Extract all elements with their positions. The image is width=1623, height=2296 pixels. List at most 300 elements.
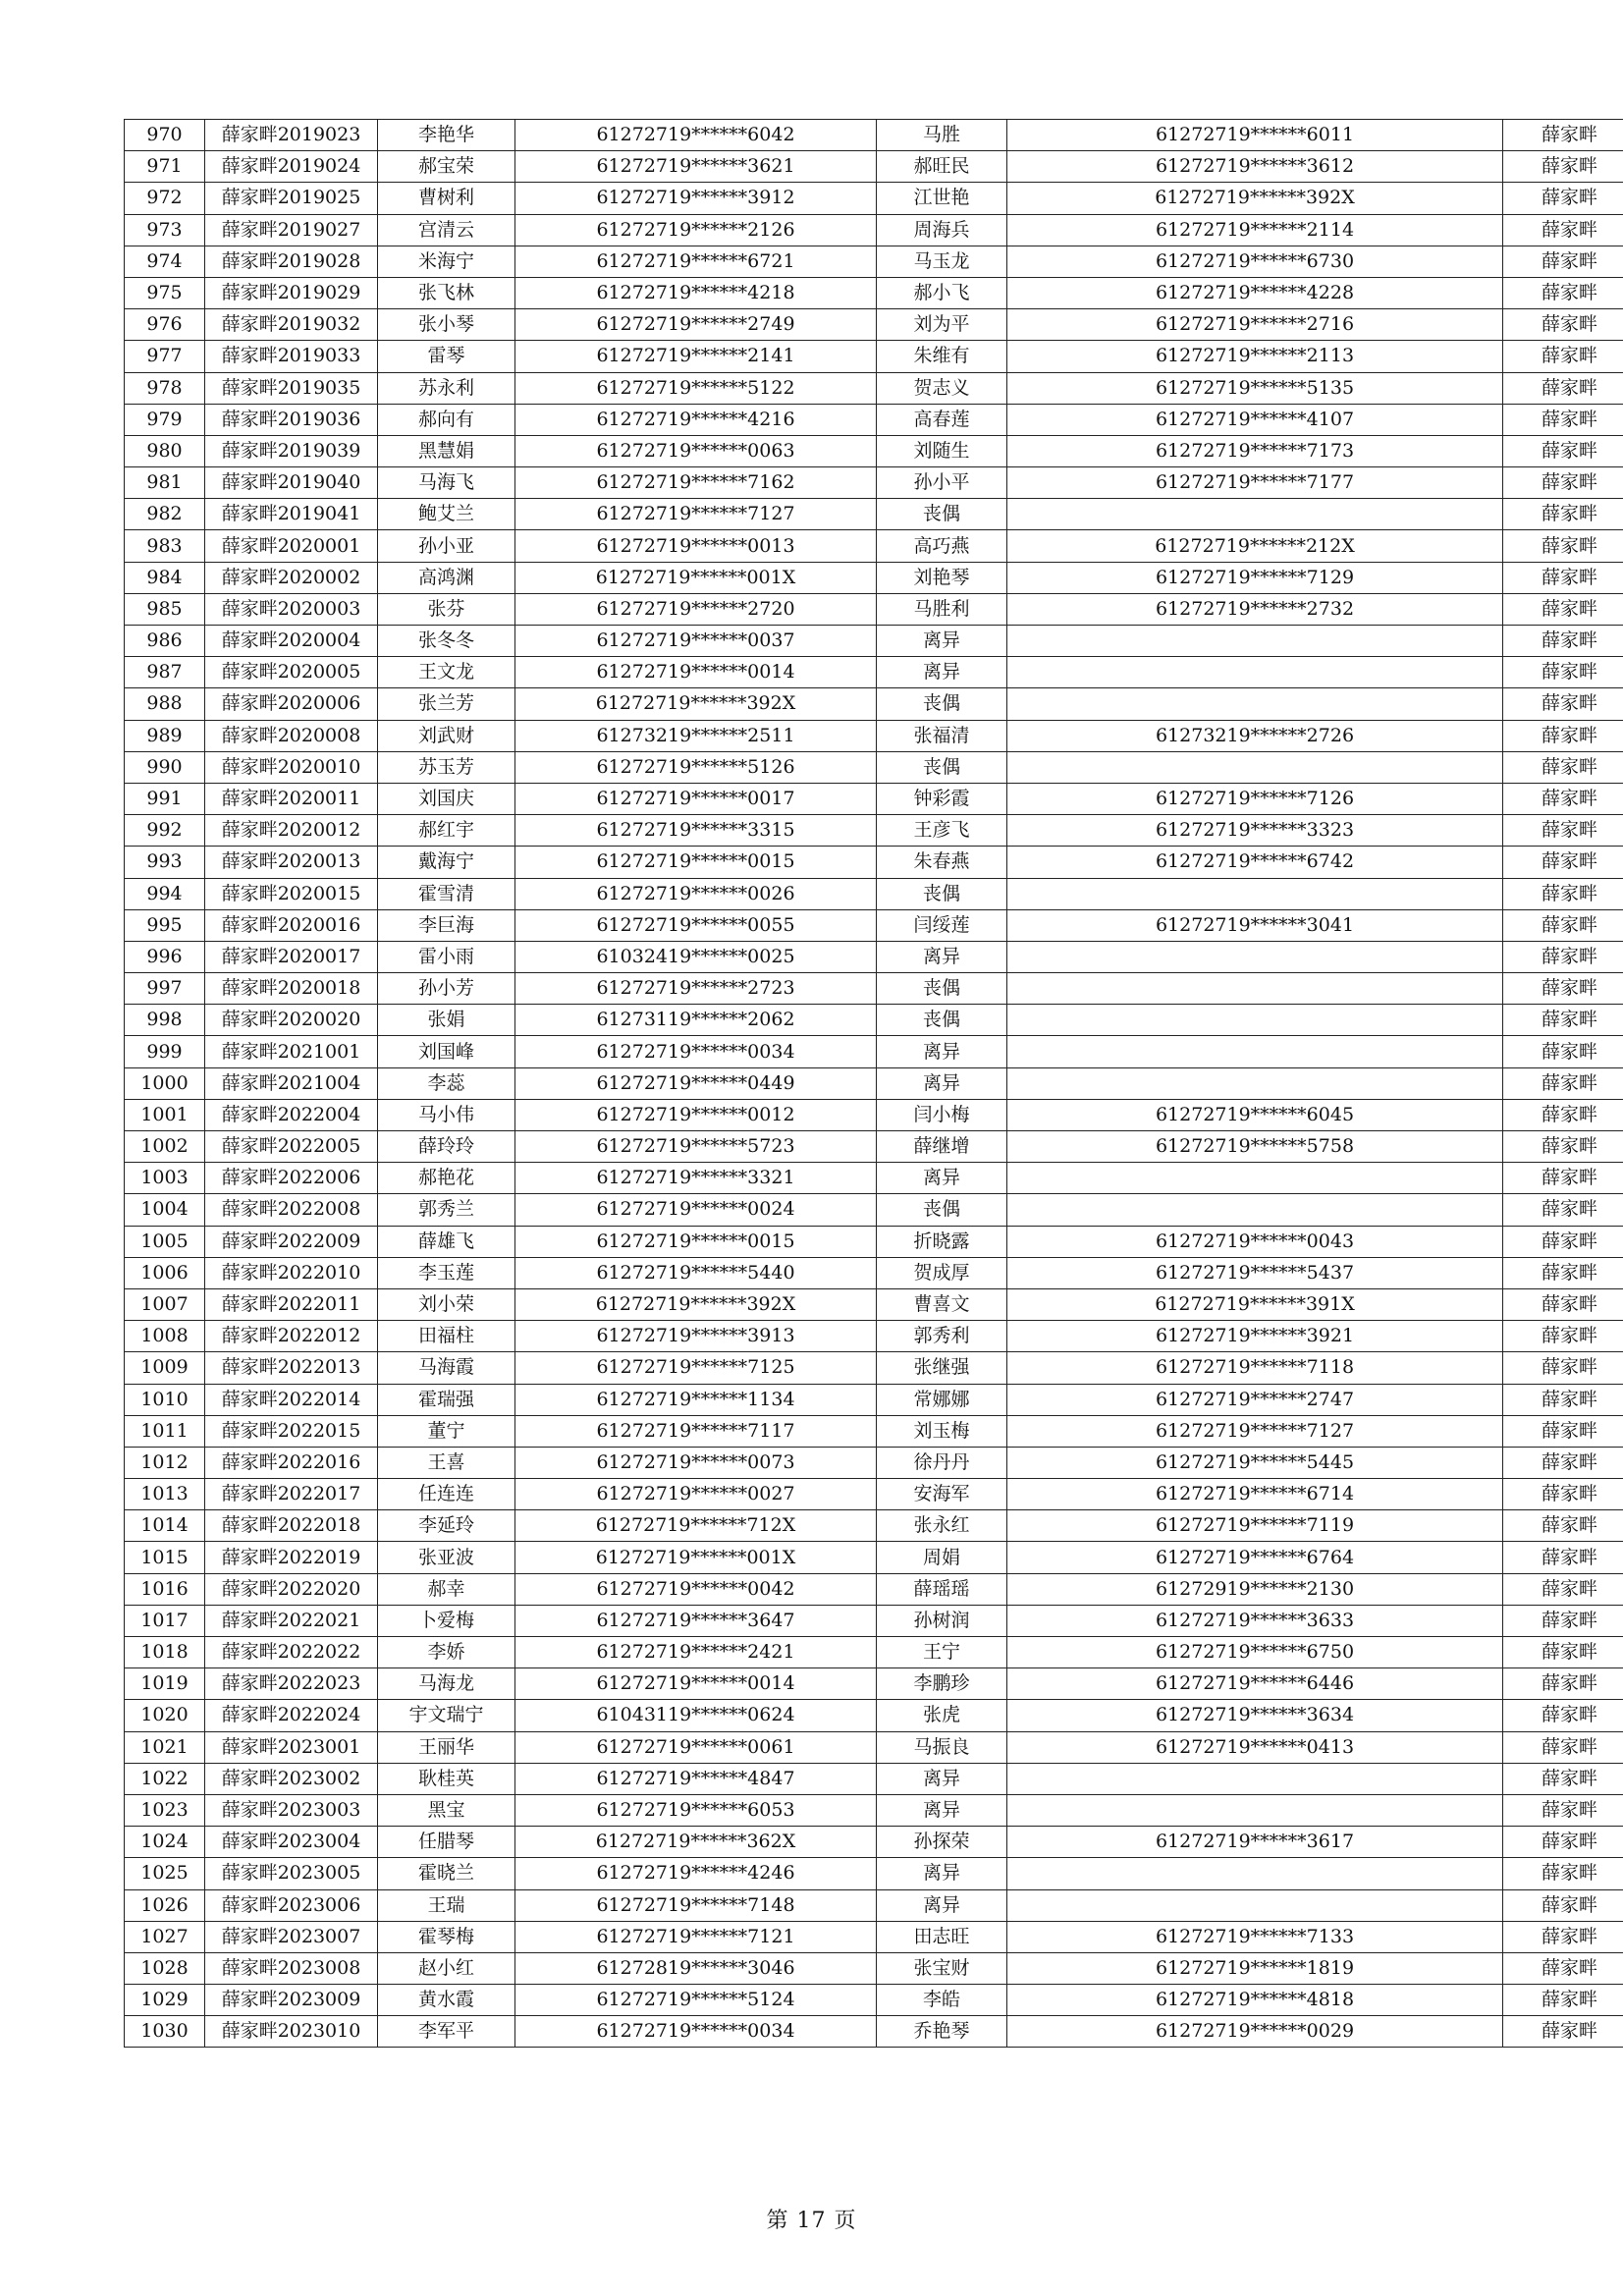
row-number-cell: 1029: [125, 1985, 205, 2016]
row-number-cell: 1006: [125, 1257, 205, 1288]
table-row: [125, 1036, 1623, 1067]
spouse-id-cell: [1007, 973, 1503, 1005]
table-row: [125, 1985, 1623, 2016]
applicant-name-cell: 高鸿渊: [378, 562, 515, 593]
household-id-cell: 薛家畔2019024: [205, 151, 378, 183]
table-row: [125, 1163, 1623, 1194]
applicant-id-cell: 61272719******001X: [515, 1542, 877, 1573]
household-id-cell: 薛家畔2019023: [205, 120, 378, 151]
table-row: [125, 499, 1623, 530]
village-cell: 薛家畔: [1503, 1763, 1623, 1794]
spouse-name-cell: 贺成厚: [877, 1257, 1007, 1288]
household-id-cell: 薛家畔2022011: [205, 1288, 378, 1320]
applicant-name-cell: 刘国峰: [378, 1036, 515, 1067]
spouse-id-cell: 61272719******7129: [1007, 562, 1503, 593]
table-row: [125, 120, 1623, 151]
row-number-cell: 980: [125, 435, 205, 466]
applicant-id-cell: 61272719******0015: [515, 847, 877, 878]
village-cell: 薛家畔: [1503, 1321, 1623, 1352]
applicant-id-cell: 61272719******3315: [515, 815, 877, 847]
village-cell: 薛家畔: [1503, 183, 1623, 214]
village-cell: 薛家畔: [1503, 593, 1623, 625]
row-number-cell: 993: [125, 847, 205, 878]
applicant-name-cell: 霍雪清: [378, 878, 515, 909]
row-number-cell: 1024: [125, 1827, 205, 1858]
row-number-cell: 1011: [125, 1415, 205, 1447]
applicant-name-cell: 米海宁: [378, 246, 515, 277]
village-cell: 薛家畔: [1503, 878, 1623, 909]
table-row: [125, 1194, 1623, 1226]
row-number-cell: 981: [125, 467, 205, 499]
table-row: [125, 688, 1623, 720]
table-row: [125, 783, 1623, 814]
household-id-cell: 薛家畔2022004: [205, 1099, 378, 1130]
applicant-id-cell: 61272719******7117: [515, 1415, 877, 1447]
village-cell: 薛家畔: [1503, 151, 1623, 183]
applicant-name-cell: 曹树利: [378, 183, 515, 214]
row-number-cell: 991: [125, 783, 205, 814]
applicant-name-cell: 刘小荣: [378, 1288, 515, 1320]
village-cell: 薛家畔: [1503, 214, 1623, 246]
applicant-name-cell: 马海飞: [378, 467, 515, 499]
village-cell: 薛家畔: [1503, 404, 1623, 435]
row-number-cell: 973: [125, 214, 205, 246]
household-id-cell: 薛家畔2020013: [205, 847, 378, 878]
applicant-name-cell: 李娇: [378, 1637, 515, 1668]
applicant-name-cell: 郭秀兰: [378, 1194, 515, 1226]
applicant-id-cell: 61272719******4218: [515, 277, 877, 308]
spouse-id-cell: 61272719******2732: [1007, 593, 1503, 625]
applicant-name-cell: 马小伟: [378, 1099, 515, 1130]
village-cell: 薛家畔: [1503, 1605, 1623, 1636]
applicant-name-cell: 张冬冬: [378, 626, 515, 657]
village-cell: 薛家畔: [1503, 626, 1623, 657]
applicant-id-cell: 61272719******1134: [515, 1384, 877, 1415]
spouse-name-cell: 离异: [877, 1763, 1007, 1794]
applicant-id-cell: 61272719******0013: [515, 530, 877, 562]
spouse-id-cell: 61272719******6446: [1007, 1668, 1503, 1700]
row-number-cell: 988: [125, 688, 205, 720]
spouse-name-cell: 马玉龙: [877, 246, 1007, 277]
applicant-name-cell: 李艳华: [378, 120, 515, 151]
row-number-cell: 1003: [125, 1163, 205, 1194]
row-number-cell: 1018: [125, 1637, 205, 1668]
applicant-name-cell: 耿桂英: [378, 1763, 515, 1794]
spouse-name-cell: 丧偶: [877, 973, 1007, 1005]
village-cell: 薛家畔: [1503, 1542, 1623, 1573]
applicant-id-cell: 61272719******712X: [515, 1510, 877, 1542]
applicant-name-cell: 雷琴: [378, 341, 515, 372]
row-number-cell: 972: [125, 183, 205, 214]
village-cell: 薛家畔: [1503, 783, 1623, 814]
village-cell: 薛家畔: [1503, 1131, 1623, 1163]
spouse-name-cell: 徐丹丹: [877, 1447, 1007, 1478]
spouse-name-cell: 丧偶: [877, 1005, 1007, 1036]
spouse-name-cell: 李鹏珍: [877, 1668, 1007, 1700]
applicant-name-cell: 孙小芳: [378, 973, 515, 1005]
spouse-id-cell: 61272719******1819: [1007, 1952, 1503, 1984]
applicant-id-cell: 61272719******0073: [515, 1447, 877, 1478]
row-number-cell: 998: [125, 1005, 205, 1036]
applicant-name-cell: 李延玲: [378, 1510, 515, 1542]
row-number-cell: 1019: [125, 1668, 205, 1700]
applicant-name-cell: 郝宝荣: [378, 151, 515, 183]
village-cell: 薛家畔: [1503, 720, 1623, 751]
village-cell: 薛家畔: [1503, 1952, 1623, 1984]
applicant-name-cell: 王喜: [378, 1447, 515, 1478]
row-number-cell: 1023: [125, 1794, 205, 1826]
household-id-cell: 薛家畔2020020: [205, 1005, 378, 1036]
applicant-name-cell: 王丽华: [378, 1731, 515, 1763]
row-number-cell: 996: [125, 941, 205, 972]
row-number-cell: 989: [125, 720, 205, 751]
spouse-id-cell: 61272719******4818: [1007, 1985, 1503, 2016]
table-row: [125, 1794, 1623, 1826]
village-cell: 薛家畔: [1503, 1700, 1623, 1731]
applicant-id-cell: 61272719******4216: [515, 404, 877, 435]
household-id-cell: 薛家畔2023006: [205, 1889, 378, 1921]
row-number-cell: 975: [125, 277, 205, 308]
spouse-id-cell: 61272719******0413: [1007, 1731, 1503, 1763]
applicant-id-cell: 61272719******3912: [515, 183, 877, 214]
applicant-name-cell: 霍瑞强: [378, 1384, 515, 1415]
spouse-name-cell: 薛继增: [877, 1131, 1007, 1163]
row-number-cell: 1009: [125, 1352, 205, 1384]
spouse-name-cell: 常娜娜: [877, 1384, 1007, 1415]
applicant-name-cell: 薛雄飞: [378, 1226, 515, 1257]
spouse-id-cell: 61272719******3634: [1007, 1700, 1503, 1731]
row-number-cell: 1017: [125, 1605, 205, 1636]
applicant-id-cell: 61272719******362X: [515, 1827, 877, 1858]
household-id-cell: 薛家畔2023002: [205, 1763, 378, 1794]
spouse-id-cell: 61272719******6750: [1007, 1637, 1503, 1668]
spouse-id-cell: 61272719******2113: [1007, 341, 1503, 372]
spouse-id-cell: 61272719******6730: [1007, 246, 1503, 277]
household-id-cell: 薛家畔2022015: [205, 1415, 378, 1447]
spouse-id-cell: 61272719******6764: [1007, 1542, 1503, 1573]
village-cell: 薛家畔: [1503, 1288, 1623, 1320]
table-row: [125, 1257, 1623, 1288]
household-id-cell: 薛家畔2023001: [205, 1731, 378, 1763]
village-cell: 薛家畔: [1503, 1637, 1623, 1668]
table-row: [125, 151, 1623, 183]
household-id-cell: 薛家畔2022019: [205, 1542, 378, 1573]
applicant-id-cell: 61272719******7127: [515, 499, 877, 530]
spouse-name-cell: 孙探荣: [877, 1827, 1007, 1858]
spouse-name-cell: 张继强: [877, 1352, 1007, 1384]
applicant-name-cell: 宫清云: [378, 214, 515, 246]
village-cell: 薛家畔: [1503, 1415, 1623, 1447]
applicant-name-cell: 鲍艾兰: [378, 499, 515, 530]
village-cell: 薛家畔: [1503, 1731, 1623, 1763]
spouse-id-cell: 61272719******392X: [1007, 183, 1503, 214]
applicant-name-cell: 张娟: [378, 1005, 515, 1036]
applicant-id-cell: 61273219******2511: [515, 720, 877, 751]
applicant-name-cell: 马海霞: [378, 1352, 515, 1384]
row-number-cell: 995: [125, 909, 205, 941]
spouse-id-cell: [1007, 878, 1503, 909]
household-id-cell: 薛家畔2020006: [205, 688, 378, 720]
applicant-id-cell: 61272719******2126: [515, 214, 877, 246]
row-number-cell: 984: [125, 562, 205, 593]
village-cell: 薛家畔: [1503, 1921, 1623, 1952]
household-id-cell: 薛家畔2022022: [205, 1637, 378, 1668]
spouse-id-cell: [1007, 1036, 1503, 1067]
spouse-name-cell: 马胜利: [877, 593, 1007, 625]
spouse-id-cell: 61272719******3921: [1007, 1321, 1503, 1352]
table-row: [125, 878, 1623, 909]
row-number-cell: 1021: [125, 1731, 205, 1763]
applicant-id-cell: 61272719******0027: [515, 1479, 877, 1510]
applicant-name-cell: 霍琴梅: [378, 1921, 515, 1952]
applicant-name-cell: 郝红宇: [378, 815, 515, 847]
household-id-cell: 薛家畔2022020: [205, 1573, 378, 1605]
village-cell: 薛家畔: [1503, 1226, 1623, 1257]
row-number-cell: 1005: [125, 1226, 205, 1257]
table-row: [125, 1226, 1623, 1257]
village-cell: 薛家畔: [1503, 246, 1623, 277]
household-id-cell: 薛家畔2022023: [205, 1668, 378, 1700]
row-number-cell: 1016: [125, 1573, 205, 1605]
spouse-name-cell: 闫绥莲: [877, 909, 1007, 941]
spouse-name-cell: 田志旺: [877, 1921, 1007, 1952]
table-row: [125, 2016, 1623, 2048]
table-row: [125, 1321, 1623, 1352]
row-number-cell: 1012: [125, 1447, 205, 1478]
spouse-name-cell: 孙树润: [877, 1605, 1007, 1636]
spouse-id-cell: 61272719******3323: [1007, 815, 1503, 847]
spouse-name-cell: 周娟: [877, 1542, 1007, 1573]
spouse-id-cell: [1007, 688, 1503, 720]
row-number-cell: 987: [125, 657, 205, 688]
row-number-cell: 1020: [125, 1700, 205, 1731]
household-id-cell: 薛家畔2022017: [205, 1479, 378, 1510]
household-id-cell: 薛家畔2021004: [205, 1067, 378, 1099]
spouse-name-cell: 安海军: [877, 1479, 1007, 1510]
village-cell: 薛家畔: [1503, 1858, 1623, 1889]
household-id-cell: 薛家畔2023007: [205, 1921, 378, 1952]
applicant-name-cell: 任连连: [378, 1479, 515, 1510]
village-cell: 薛家畔: [1503, 530, 1623, 562]
village-cell: 薛家畔: [1503, 941, 1623, 972]
table-row: [125, 341, 1623, 372]
spouse-id-cell: [1007, 1194, 1503, 1226]
table-row: [125, 657, 1623, 688]
applicant-id-cell: 61272719******4847: [515, 1763, 877, 1794]
table-row: [125, 562, 1623, 593]
spouse-name-cell: 郝旺民: [877, 151, 1007, 183]
spouse-id-cell: 61272719******4107: [1007, 404, 1503, 435]
applicant-id-cell: 61272719******0026: [515, 878, 877, 909]
row-number-cell: 1008: [125, 1321, 205, 1352]
row-number-cell: 1015: [125, 1542, 205, 1573]
applicant-id-cell: 61272719******6042: [515, 120, 877, 151]
table-row: [125, 404, 1623, 435]
spouse-id-cell: [1007, 626, 1503, 657]
row-number-cell: 1013: [125, 1479, 205, 1510]
spouse-name-cell: 孙小平: [877, 467, 1007, 499]
spouse-id-cell: [1007, 1005, 1503, 1036]
table-body: [125, 120, 1623, 2048]
row-number-cell: 1000: [125, 1067, 205, 1099]
spouse-name-cell: 薛瑶瑶: [877, 1573, 1007, 1605]
spouse-id-cell: 61272719******6742: [1007, 847, 1503, 878]
spouse-id-cell: [1007, 1163, 1503, 1194]
spouse-id-cell: 61272719******0043: [1007, 1226, 1503, 1257]
applicant-name-cell: 黄水霞: [378, 1985, 515, 2016]
spouse-id-cell: [1007, 1858, 1503, 1889]
applicant-id-cell: 61272719******2141: [515, 341, 877, 372]
table-row: [125, 1479, 1623, 1510]
spouse-name-cell: 张福清: [877, 720, 1007, 751]
village-cell: 薛家畔: [1503, 1573, 1623, 1605]
household-id-cell: 薛家畔2022018: [205, 1510, 378, 1542]
spouse-name-cell: 丧偶: [877, 1194, 1007, 1226]
spouse-name-cell: 马振良: [877, 1731, 1007, 1763]
row-number-cell: 974: [125, 246, 205, 277]
row-number-cell: 982: [125, 499, 205, 530]
spouse-name-cell: 离异: [877, 1036, 1007, 1067]
spouse-name-cell: 朱维有: [877, 341, 1007, 372]
household-id-cell: 薛家畔2022010: [205, 1257, 378, 1288]
applicant-id-cell: 61272719******0449: [515, 1067, 877, 1099]
row-number-cell: 986: [125, 626, 205, 657]
applicant-id-cell: 61272719******5126: [515, 751, 877, 783]
village-cell: 薛家畔: [1503, 435, 1623, 466]
row-number-cell: 978: [125, 372, 205, 404]
spouse-id-cell: [1007, 1763, 1503, 1794]
applicant-name-cell: 苏永利: [378, 372, 515, 404]
village-cell: 薛家畔: [1503, 973, 1623, 1005]
household-id-cell: 薛家畔2020015: [205, 878, 378, 909]
village-cell: 薛家畔: [1503, 815, 1623, 847]
table-row: [125, 1542, 1623, 1573]
table-row: [125, 909, 1623, 941]
household-id-cell: 薛家畔2023003: [205, 1794, 378, 1826]
applicant-name-cell: 张芬: [378, 593, 515, 625]
village-cell: 薛家畔: [1503, 1668, 1623, 1700]
applicant-name-cell: 宇文瑞宁: [378, 1700, 515, 1731]
village-cell: 薛家畔: [1503, 751, 1623, 783]
applicant-id-cell: 61272719******0015: [515, 1226, 877, 1257]
spouse-id-cell: [1007, 751, 1503, 783]
spouse-id-cell: 61272719******3633: [1007, 1605, 1503, 1636]
household-id-cell: 薛家畔2020003: [205, 593, 378, 625]
applicant-id-cell: 61272719******5440: [515, 1257, 877, 1288]
row-number-cell: 1007: [125, 1288, 205, 1320]
row-number-cell: 1026: [125, 1889, 205, 1921]
spouse-name-cell: 离异: [877, 1889, 1007, 1921]
page-number: 第 17 页: [766, 2209, 857, 2233]
applicant-id-cell: 61272719******0012: [515, 1099, 877, 1130]
applicant-name-cell: 李巨海: [378, 909, 515, 941]
spouse-id-cell: 61273219******2726: [1007, 720, 1503, 751]
spouse-name-cell: 王宁: [877, 1637, 1007, 1668]
spouse-name-cell: 折晓露: [877, 1226, 1007, 1257]
household-id-cell: 薛家畔2020012: [205, 815, 378, 847]
applicant-name-cell: 卜爱梅: [378, 1605, 515, 1636]
village-cell: 薛家畔: [1503, 1794, 1623, 1826]
spouse-name-cell: 离异: [877, 657, 1007, 688]
spouse-id-cell: 61272719******6045: [1007, 1099, 1503, 1130]
applicant-name-cell: 郝幸: [378, 1573, 515, 1605]
table-row: [125, 1858, 1623, 1889]
applicant-name-cell: 王瑞: [378, 1889, 515, 1921]
village-cell: 薛家畔: [1503, 277, 1623, 308]
applicant-id-cell: 61032419******0025: [515, 941, 877, 972]
spouse-name-cell: 丧偶: [877, 751, 1007, 783]
applicant-id-cell: 61272719******0061: [515, 1731, 877, 1763]
household-id-cell: 薛家畔2020005: [205, 657, 378, 688]
village-cell: 薛家畔: [1503, 1479, 1623, 1510]
table-row: [125, 309, 1623, 341]
village-cell: 薛家畔: [1503, 1827, 1623, 1858]
household-id-cell: 薛家畔2020002: [205, 562, 378, 593]
row-number-cell: 1028: [125, 1952, 205, 1984]
row-number-cell: 997: [125, 973, 205, 1005]
household-id-cell: 薛家畔2020017: [205, 941, 378, 972]
table-row: [125, 1288, 1623, 1320]
table-row: [125, 1384, 1623, 1415]
applicant-id-cell: 61272719******4246: [515, 1858, 877, 1889]
household-id-cell: 薛家畔2022008: [205, 1194, 378, 1226]
household-id-cell: 薛家畔2022014: [205, 1384, 378, 1415]
village-cell: 薛家畔: [1503, 1067, 1623, 1099]
applicant-id-cell: 61272719******5124: [515, 1985, 877, 2016]
household-id-cell: 薛家畔2022016: [205, 1447, 378, 1478]
applicant-id-cell: 61272719******0017: [515, 783, 877, 814]
household-id-cell: 薛家畔2019025: [205, 183, 378, 214]
row-number-cell: 990: [125, 751, 205, 783]
table-row: [125, 1889, 1623, 1921]
village-cell: 薛家畔: [1503, 499, 1623, 530]
applicant-id-cell: 61272719******2723: [515, 973, 877, 1005]
table-row: [125, 1447, 1623, 1478]
spouse-id-cell: 61272719******2114: [1007, 214, 1503, 246]
spouse-name-cell: 马胜: [877, 120, 1007, 151]
spouse-id-cell: 61272719******7127: [1007, 1415, 1503, 1447]
applicant-id-cell: 61043119******0624: [515, 1700, 877, 1731]
row-number-cell: 992: [125, 815, 205, 847]
applicant-id-cell: 61272719******7121: [515, 1921, 877, 1952]
spouse-name-cell: 丧偶: [877, 878, 1007, 909]
spouse-name-cell: 朱春燕: [877, 847, 1007, 878]
spouse-id-cell: 61272719******7119: [1007, 1510, 1503, 1542]
row-number-cell: 970: [125, 120, 205, 151]
table-row: [125, 1731, 1623, 1763]
row-number-cell: 1025: [125, 1858, 205, 1889]
village-cell: 薛家畔: [1503, 562, 1623, 593]
spouse-name-cell: 贺志义: [877, 372, 1007, 404]
row-number-cell: 1030: [125, 2016, 205, 2048]
applicant-name-cell: 苏玉芳: [378, 751, 515, 783]
row-number-cell: 1022: [125, 1763, 205, 1794]
row-number-cell: 1002: [125, 1131, 205, 1163]
village-cell: 薛家畔: [1503, 1447, 1623, 1478]
spouse-name-cell: 刘为平: [877, 309, 1007, 341]
table-row: [125, 1827, 1623, 1858]
applicant-id-cell: 61272719******7148: [515, 1889, 877, 1921]
table-row: [125, 1921, 1623, 1952]
applicant-id-cell: 61272719******3621: [515, 151, 877, 183]
household-id-cell: 薛家畔2019032: [205, 309, 378, 341]
spouse-name-cell: 钟彩霞: [877, 783, 1007, 814]
table-row: [125, 847, 1623, 878]
applicant-name-cell: 刘国庆: [378, 783, 515, 814]
table-row: [125, 1099, 1623, 1130]
household-id-cell: 薛家畔2019036: [205, 404, 378, 435]
spouse-id-cell: 61272719******5437: [1007, 1257, 1503, 1288]
